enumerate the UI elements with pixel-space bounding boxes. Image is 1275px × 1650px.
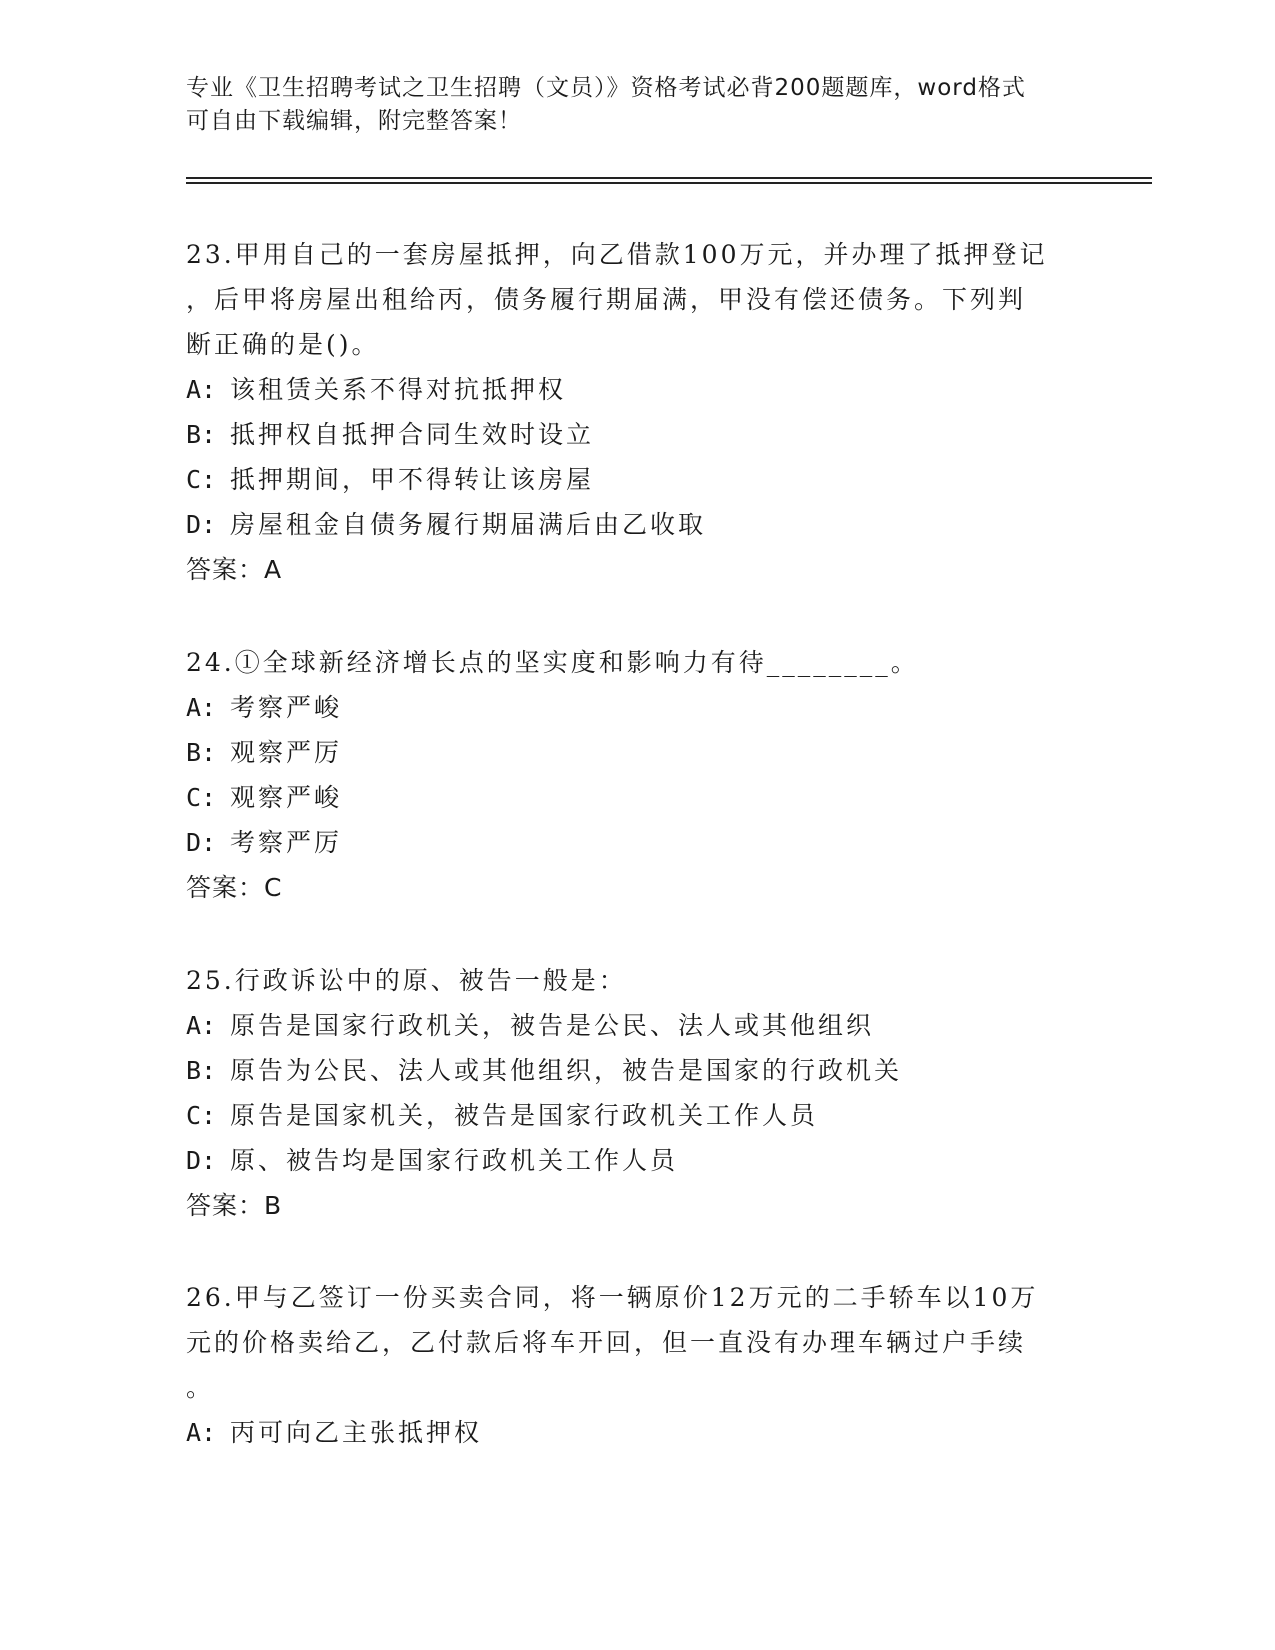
question-23-option-a xyxy=(186,367,1086,412)
question-23 xyxy=(186,232,1086,592)
option-letter: C: xyxy=(186,465,217,494)
question-23-line-1: 23.甲用自己的一套房屋抵押，向乙借款100万元，并办理了抵押登记 xyxy=(186,240,1048,269)
question-24-option-d xyxy=(186,820,1086,865)
option-letter: A: xyxy=(186,693,217,722)
question-26-line-1: 26.甲与乙签订一份买卖合同，将一辆原价12万元的二手轿车以10万 xyxy=(186,1283,1039,1312)
option-text: 原告为公民、法人或其他组织，被告是国家的行政机关 xyxy=(230,1056,903,1085)
question-23-option-b xyxy=(186,412,1086,457)
option-letter: B: xyxy=(186,420,217,449)
option-letter: D: xyxy=(186,828,217,857)
option-text: 观察严峻 xyxy=(230,783,343,812)
header-line-2: 可自由下载编辑，附完整答案！ xyxy=(186,108,522,134)
question-25-answer: 答案：B xyxy=(186,1191,283,1220)
question-24-option-a xyxy=(186,685,1086,730)
question-26-option-a xyxy=(186,1410,1086,1455)
option-text: 考察严厉 xyxy=(230,828,343,857)
question-23-answer: 答案：A xyxy=(186,555,283,584)
question-23-option-c xyxy=(186,457,1086,502)
question-23-line-3: 断正确的是()。 xyxy=(186,330,380,359)
header-divider-top xyxy=(186,177,1152,179)
option-letter: C: xyxy=(186,1101,217,1130)
header-divider-bottom xyxy=(186,182,1152,184)
question-25-option-c xyxy=(186,1093,1086,1138)
option-text: 原告是国家行政机关，被告是公民、法人或其他组织 xyxy=(230,1011,875,1040)
header-line-1: 专业《卫生招聘考试之卫生招聘（文员）》资格考试必背200题题库，word格式 xyxy=(186,75,1026,101)
question-25-option-b xyxy=(186,1048,1086,1093)
option-text: 考察严峻 xyxy=(230,693,343,722)
option-text: 房屋租金自债务履行期届满后由乙收取 xyxy=(230,510,707,539)
question-26-line-2: 元的价格卖给乙，乙付款后将车开回，但一直没有办理车辆过户手续 xyxy=(186,1328,1027,1357)
question-24-option-b xyxy=(186,730,1086,775)
option-text: 原、被告均是国家行政机关工作人员 xyxy=(230,1146,679,1175)
option-letter: B: xyxy=(186,1056,217,1085)
option-letter: C: xyxy=(186,783,217,812)
option-text: 丙可向乙主张抵押权 xyxy=(230,1418,483,1447)
question-24-option-c xyxy=(186,775,1086,820)
option-text: 该租赁关系不得对抗抵押权 xyxy=(230,375,567,404)
question-23-option-d xyxy=(186,502,1086,547)
option-letter: A: xyxy=(186,375,217,404)
option-text: 观察严厉 xyxy=(230,738,343,767)
option-letter: D: xyxy=(186,1146,217,1175)
question-25-option-d xyxy=(186,1138,1086,1183)
option-letter: D: xyxy=(186,510,217,539)
option-letter: A: xyxy=(186,1011,217,1040)
question-26-line-3: 。 xyxy=(186,1373,215,1402)
option-text: 抵押权自抵押合同生效时设立 xyxy=(230,420,595,449)
question-24-line-1: 24.①全球新经济增长点的坚实度和影响力有待________。 xyxy=(186,648,919,677)
option-letter: A: xyxy=(186,1418,217,1447)
option-text: 抵押期间，甲不得转让该房屋 xyxy=(230,465,595,494)
question-26 xyxy=(186,1275,1086,1455)
option-text: 原告是国家机关，被告是国家行政机关工作人员 xyxy=(230,1101,819,1130)
question-25 xyxy=(186,958,1086,1228)
question-24 xyxy=(186,640,1086,910)
question-25-option-a xyxy=(186,1003,1086,1048)
question-25-line-1: 25.行政诉讼中的原、被告一般是： xyxy=(186,966,627,995)
option-letter: B: xyxy=(186,738,217,767)
question-24-answer: 答案：C xyxy=(186,873,283,902)
document-header xyxy=(186,72,1066,138)
question-23-line-2: ，后甲将房屋出租给丙，债务履行期届满，甲没有偿还债务。下列判 xyxy=(186,285,1027,314)
